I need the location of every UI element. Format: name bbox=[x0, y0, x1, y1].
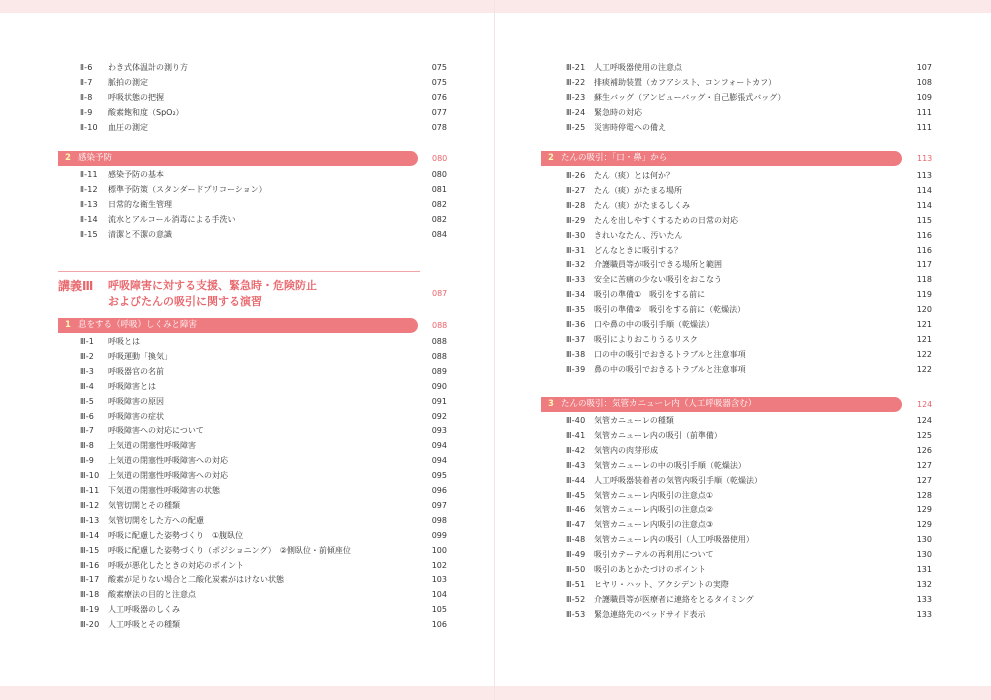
entry-code: Ⅲ-33 bbox=[566, 275, 586, 285]
entry-code: Ⅲ-37 bbox=[566, 334, 586, 344]
toc-entry[interactable] bbox=[80, 183, 447, 197]
entry-page: 084 bbox=[431, 230, 447, 239]
toc-entry[interactable] bbox=[80, 603, 447, 617]
entry-title: 人工呼吸器使用の注意点 bbox=[594, 63, 682, 72]
toc-entry[interactable] bbox=[566, 474, 932, 488]
entry-code: Ⅲ-8 bbox=[80, 441, 95, 451]
entry-code: Ⅲ-32 bbox=[566, 260, 586, 270]
toc-entry[interactable] bbox=[80, 454, 447, 468]
entry-title: 酸素が足りない場合と二酸化炭素がはけない状態 bbox=[108, 575, 284, 585]
toc-entry[interactable] bbox=[566, 414, 932, 428]
entry-title: 安全に苦痛の少ない吸引をおこなう bbox=[594, 275, 722, 285]
toc-entry[interactable] bbox=[80, 469, 447, 483]
entry-title: 呼吸とは bbox=[108, 337, 140, 346]
toc-entry[interactable] bbox=[566, 288, 932, 302]
toc-entry[interactable] bbox=[566, 348, 932, 362]
toc-entry[interactable] bbox=[80, 365, 447, 379]
entry-page: 075 bbox=[431, 63, 447, 72]
section-title: 感染予防 bbox=[78, 153, 113, 163]
entry-title: 吸引の準備① 吸引をする前に bbox=[594, 290, 706, 300]
lecture-title-line1: 呼吸障害に対する支援、緊急時・危険防止 bbox=[108, 279, 317, 292]
entry-title: 吸引のあとかたづけのポイント bbox=[594, 565, 706, 574]
bottom-band bbox=[0, 686, 991, 700]
entry-code: Ⅲ-30 bbox=[566, 230, 586, 240]
entry-title: きれいなたん、汚いたん bbox=[594, 230, 683, 240]
entry-code: Ⅲ-15 bbox=[80, 545, 100, 555]
toc-entry[interactable] bbox=[80, 424, 447, 438]
entry-code: Ⅲ-39 bbox=[566, 364, 586, 374]
entry-title: たん（痰）とは何か？ bbox=[594, 171, 674, 180]
toc-entry[interactable] bbox=[80, 76, 447, 90]
entry-code: Ⅱ-10 bbox=[80, 123, 98, 132]
toc-entry[interactable] bbox=[80, 559, 447, 573]
toc-entry[interactable] bbox=[80, 573, 447, 587]
entry-title: 気管切開をした方への配慮 bbox=[108, 515, 204, 525]
entry-page: 121 bbox=[916, 320, 932, 329]
section-title: 息をする（呼吸）しくみと障害 bbox=[78, 320, 198, 330]
entry-page: 122 bbox=[916, 364, 932, 374]
entry-title: 緊急連絡先のベッドサイド表示 bbox=[594, 609, 706, 619]
toc-entry[interactable] bbox=[566, 121, 932, 135]
toc-entry[interactable] bbox=[80, 618, 447, 632]
entry-page: 103 bbox=[431, 575, 447, 585]
entry-title: 蘇生バッグ（アンビューバッグ・自己膨張式バッグ） bbox=[594, 93, 786, 102]
section-title: たんの吸引：気管カニューレ内（人工呼吸器含む） bbox=[561, 399, 757, 409]
entry-page: 095 bbox=[431, 471, 447, 481]
entry-code: Ⅲ-4 bbox=[80, 381, 95, 391]
entry-title: 呼吸障害とは bbox=[108, 381, 156, 391]
entry-title: 酸素療法の目的と注意点 bbox=[108, 590, 196, 600]
entry-page: 092 bbox=[431, 411, 447, 421]
entry-title: 呼吸障害への対応について bbox=[108, 426, 204, 436]
entry-title: ヒヤリ・ハット、アクシデントの実際 bbox=[594, 579, 729, 589]
toc-entry[interactable] bbox=[80, 410, 447, 424]
entry-code: Ⅲ-45 bbox=[566, 490, 586, 500]
entry-code: Ⅲ-16 bbox=[80, 560, 100, 570]
toc-entry[interactable] bbox=[566, 184, 932, 198]
entry-page: 082 bbox=[431, 200, 447, 209]
entry-title: 口の中の吸引でおきるトラブルと注意事項 bbox=[594, 349, 746, 359]
entry-title: 気管カニューレ内の吸引（前準備） bbox=[594, 430, 722, 440]
entry-title: 気管カニューレ内の吸引（人工呼吸器使用） bbox=[594, 535, 754, 545]
toc-entry[interactable] bbox=[566, 548, 932, 562]
entry-page: 094 bbox=[431, 456, 447, 466]
toc-entry[interactable] bbox=[566, 429, 932, 443]
entry-page: 133 bbox=[916, 594, 932, 604]
entry-code: Ⅲ-22 bbox=[566, 78, 586, 87]
entry-title: たんを出しやすくするための日常の対応 bbox=[594, 215, 738, 225]
entry-code: Ⅱ-12 bbox=[80, 185, 98, 194]
entry-page: 119 bbox=[916, 290, 932, 300]
entry-page: 130 bbox=[916, 550, 932, 560]
entry-code: Ⅱ-9 bbox=[80, 108, 93, 117]
entry-code: Ⅲ-19 bbox=[80, 605, 100, 615]
entry-page: 091 bbox=[431, 396, 447, 406]
entry-code: Ⅲ-50 bbox=[566, 565, 586, 574]
entry-code: Ⅲ-13 bbox=[80, 515, 100, 525]
toc-entry[interactable] bbox=[80, 588, 447, 602]
toc-entry[interactable] bbox=[566, 489, 932, 503]
entry-title: 呼吸が悪化したときの対応のポイント bbox=[108, 560, 244, 570]
entry-title: 口や鼻の中の吸引手順（乾燥法） bbox=[594, 320, 714, 329]
entry-page: 078 bbox=[431, 123, 447, 132]
section-number: 2 bbox=[65, 153, 71, 163]
entry-page: 080 bbox=[431, 170, 447, 179]
section-page: 124 bbox=[917, 400, 933, 409]
entry-code: Ⅱ-13 bbox=[80, 200, 98, 209]
entry-page: 105 bbox=[431, 605, 447, 615]
entry-code: Ⅲ-49 bbox=[566, 550, 586, 560]
lecture-label: 講義Ⅲ bbox=[58, 279, 94, 293]
toc-entry[interactable] bbox=[566, 578, 932, 592]
entry-page: 088 bbox=[431, 351, 447, 361]
entry-title: 呼吸状態の把握 bbox=[108, 93, 164, 102]
entry-page: 125 bbox=[916, 430, 932, 440]
entry-code: Ⅲ-9 bbox=[80, 456, 95, 466]
toc-entry[interactable] bbox=[566, 459, 932, 473]
toc-entry[interactable] bbox=[80, 439, 447, 453]
entry-title: 人工呼吸器のしくみ bbox=[108, 605, 180, 615]
entry-page: 133 bbox=[916, 609, 932, 619]
section-bar-breathing[interactable] bbox=[58, 318, 418, 333]
entry-code: Ⅲ-46 bbox=[566, 505, 586, 515]
toc-entry[interactable] bbox=[80, 91, 447, 105]
entry-title: 鼻の中の吸引でおきるトラブルと注意事項 bbox=[594, 364, 746, 374]
entry-code: Ⅲ-21 bbox=[566, 63, 586, 72]
entry-title: 気管カニューレの中の吸引手順（乾燥法） bbox=[594, 460, 746, 470]
entry-page: 107 bbox=[916, 63, 932, 72]
entry-title: 吸引の準備② 吸引をする前に（乾燥法） bbox=[594, 305, 746, 315]
entry-title: 気管カニューレ内吸引の注意点② bbox=[594, 505, 714, 515]
entry-page: 094 bbox=[431, 441, 447, 451]
entry-code: Ⅱ-14 bbox=[80, 215, 98, 224]
toc-entry[interactable] bbox=[566, 91, 932, 105]
entry-code: Ⅲ-11 bbox=[80, 486, 100, 495]
entry-page: 126 bbox=[916, 445, 932, 455]
entry-page: 106 bbox=[431, 620, 447, 630]
entry-title: 気管内の肉芽形成 bbox=[594, 445, 658, 455]
toc-entry[interactable] bbox=[566, 533, 932, 547]
toc-entry[interactable] bbox=[80, 544, 447, 558]
entry-code: Ⅲ-24 bbox=[566, 108, 586, 117]
toc-entry[interactable] bbox=[566, 229, 932, 243]
entry-page: 115 bbox=[916, 215, 932, 225]
entry-page: 128 bbox=[916, 490, 932, 500]
section-number: 3 bbox=[548, 399, 554, 409]
entry-page: 108 bbox=[916, 78, 932, 87]
toc-entry[interactable] bbox=[566, 363, 932, 377]
entry-code: Ⅲ-41 bbox=[566, 430, 586, 440]
entry-page: 089 bbox=[431, 366, 447, 376]
toc-entry[interactable] bbox=[566, 444, 932, 458]
entry-code: Ⅲ-43 bbox=[566, 460, 586, 470]
toc-entry[interactable] bbox=[80, 198, 447, 212]
entry-code: Ⅲ-38 bbox=[566, 349, 586, 359]
entry-code: Ⅲ-5 bbox=[80, 396, 95, 406]
entry-title: 清潔と不潔の意識 bbox=[108, 230, 172, 239]
entry-title: 気管カニューレ内吸引の注意点③ bbox=[594, 520, 714, 530]
entry-page: 081 bbox=[431, 185, 447, 194]
entry-title: 酸素飽和度（SpO₂） bbox=[108, 108, 184, 117]
entry-title: どんなときに吸引する？ bbox=[594, 245, 682, 255]
entry-code: Ⅲ-17 bbox=[80, 575, 100, 585]
entry-title: 呼吸障害の症状 bbox=[108, 411, 164, 421]
toc-entry[interactable] bbox=[80, 106, 447, 120]
entry-page: 093 bbox=[431, 426, 447, 436]
entry-page: 120 bbox=[916, 305, 932, 315]
entry-title: 日常的な衛生管理 bbox=[108, 200, 172, 209]
toc-entry[interactable] bbox=[566, 503, 932, 517]
entry-code: Ⅲ-6 bbox=[80, 411, 95, 421]
entry-page: 104 bbox=[431, 590, 447, 600]
entry-page: 076 bbox=[431, 93, 447, 102]
toc-entry[interactable] bbox=[80, 213, 447, 227]
entry-code: Ⅲ-53 bbox=[566, 609, 586, 619]
entry-code: Ⅲ-3 bbox=[80, 366, 95, 376]
entry-page: 111 bbox=[916, 123, 932, 132]
entry-code: Ⅲ-14 bbox=[80, 530, 100, 540]
toc-entry[interactable] bbox=[566, 518, 932, 532]
entry-code: Ⅲ-23 bbox=[566, 93, 586, 102]
entry-code: Ⅲ-26 bbox=[566, 171, 586, 180]
entry-title: 排痰補助装置（カフアシスト、コンフォートカフ） bbox=[594, 78, 777, 87]
entry-title: 感染予防の基本 bbox=[108, 170, 164, 179]
entry-title: 気管切開とその種類 bbox=[108, 500, 180, 510]
section-bar-suction-mouth-nose[interactable] bbox=[541, 151, 902, 166]
toc-entry[interactable] bbox=[566, 61, 932, 75]
entry-code: Ⅱ-11 bbox=[80, 170, 98, 179]
entry-code: Ⅱ-15 bbox=[80, 230, 98, 239]
entry-title: たん（痰）がたまるしくみ bbox=[594, 200, 690, 210]
entry-title: 人工呼吸とその種類 bbox=[108, 620, 180, 630]
entry-title: 気管カニューレ内吸引の注意点① bbox=[594, 490, 714, 500]
lecture-page: 087 bbox=[432, 289, 448, 298]
entry-page: 075 bbox=[431, 78, 447, 87]
entry-title: わき式体温計の測り方 bbox=[108, 63, 188, 72]
section-bar-infection[interactable] bbox=[58, 151, 418, 166]
entry-page: 132 bbox=[916, 579, 932, 589]
entry-title: 呼吸器官の名前 bbox=[108, 366, 164, 376]
entry-code: Ⅲ-28 bbox=[566, 200, 586, 210]
entry-code: Ⅲ-20 bbox=[80, 620, 100, 630]
entry-code: Ⅲ-42 bbox=[566, 445, 586, 455]
entry-title: 呼吸に配慮した姿勢づくり ①腹臥位 bbox=[108, 530, 244, 540]
toc-entry[interactable] bbox=[80, 168, 447, 182]
lecture-title-line2: およびたんの吸引に関する演習 bbox=[108, 295, 262, 308]
toc-entry[interactable] bbox=[566, 199, 932, 213]
entry-code: Ⅲ-36 bbox=[566, 320, 586, 329]
toc-entry[interactable] bbox=[80, 380, 447, 394]
toc-entry[interactable] bbox=[566, 333, 932, 347]
toc-entry[interactable] bbox=[566, 214, 932, 228]
entry-title: 血圧の測定 bbox=[108, 123, 148, 132]
toc-entry[interactable] bbox=[80, 335, 447, 349]
entry-title: 介護職員等が吸引できる場所と範囲 bbox=[594, 260, 722, 270]
entry-title: 緊急時の対応 bbox=[594, 108, 642, 117]
entry-page: 121 bbox=[916, 334, 932, 344]
toc-entry[interactable] bbox=[566, 608, 932, 622]
entry-code: Ⅲ-51 bbox=[566, 579, 586, 589]
entry-code: Ⅱ-6 bbox=[80, 63, 93, 72]
lecture-title[interactable] bbox=[108, 278, 317, 310]
entry-code: Ⅲ-31 bbox=[566, 245, 586, 255]
entry-page: 118 bbox=[916, 275, 932, 285]
entry-code: Ⅲ-25 bbox=[566, 123, 586, 132]
entry-title: 流水とアルコール消毒による手洗い bbox=[108, 215, 236, 224]
section-bar-suction-tracheal[interactable] bbox=[541, 397, 902, 412]
entry-page: 114 bbox=[916, 185, 932, 195]
entry-code: Ⅲ-10 bbox=[80, 471, 100, 481]
toc-entry[interactable] bbox=[566, 593, 932, 607]
entry-code: Ⅲ-34 bbox=[566, 290, 586, 300]
entry-title: 呼吸運動「換気」 bbox=[108, 351, 172, 361]
entry-title: たん（痰）がたまる場所 bbox=[594, 185, 682, 195]
entry-title: 呼吸に配慮した姿勢づくり（ポジショニング） ②側臥位・前傾座位 bbox=[108, 545, 351, 555]
entry-code: Ⅲ-12 bbox=[80, 500, 100, 510]
entry-page: 129 bbox=[916, 505, 932, 515]
entry-page: 097 bbox=[431, 500, 447, 510]
entry-code: Ⅲ-18 bbox=[80, 590, 100, 600]
toc-entry[interactable] bbox=[566, 258, 932, 272]
entry-page: 129 bbox=[916, 520, 932, 530]
entry-page: 130 bbox=[916, 535, 932, 545]
entry-title: 介護職員等が医療者に連絡をとるタイミング bbox=[594, 594, 754, 604]
entry-title: 上気道の閉塞性呼吸障害への対応 bbox=[108, 471, 228, 481]
toc-entry[interactable] bbox=[80, 228, 447, 242]
entry-page: 111 bbox=[916, 108, 932, 117]
entry-page: 109 bbox=[916, 93, 932, 102]
entry-code: Ⅲ-2 bbox=[80, 351, 95, 361]
section-page: 080 bbox=[432, 154, 448, 163]
section-title: たんの吸引：「口・鼻」から bbox=[561, 153, 668, 163]
entry-page: 122 bbox=[916, 349, 932, 359]
entry-code: Ⅲ-48 bbox=[566, 535, 586, 545]
lecture-divider bbox=[58, 271, 420, 272]
entry-code: Ⅲ-35 bbox=[566, 305, 586, 315]
entry-code: Ⅲ-7 bbox=[80, 426, 95, 436]
section-page: 113 bbox=[917, 154, 933, 163]
entry-page: 098 bbox=[431, 515, 447, 525]
entry-title: 吸引によりおこりうるリスク bbox=[594, 334, 698, 344]
entry-title: 呼吸障害の原因 bbox=[108, 396, 164, 406]
entry-page: 100 bbox=[431, 545, 447, 555]
toc-entry[interactable] bbox=[566, 273, 932, 287]
entry-title: 吸引カテーテルの再利用について bbox=[594, 550, 714, 560]
page-gutter bbox=[494, 0, 495, 700]
entry-page: 082 bbox=[431, 215, 447, 224]
entry-code: Ⅲ-44 bbox=[566, 475, 586, 485]
entry-code: Ⅲ-1 bbox=[80, 337, 95, 346]
entry-title: 下気道の閉塞性呼吸障害の状態 bbox=[108, 486, 220, 495]
toc-entry[interactable] bbox=[80, 121, 447, 135]
toc-entry[interactable] bbox=[566, 76, 932, 90]
toc-entry[interactable] bbox=[566, 244, 932, 258]
top-band bbox=[0, 0, 991, 13]
entry-title: 上気道の閉塞性呼吸障害 bbox=[108, 441, 196, 451]
toc-entry[interactable] bbox=[80, 499, 447, 513]
toc-entry[interactable] bbox=[80, 61, 447, 75]
toc-entry[interactable] bbox=[80, 395, 447, 409]
toc-entry[interactable] bbox=[80, 529, 447, 543]
entry-page: 102 bbox=[431, 560, 447, 570]
toc-entry[interactable] bbox=[566, 169, 932, 183]
toc-entry[interactable] bbox=[80, 484, 447, 498]
entry-title: 人工呼吸器装着者の気管内吸引手順（乾燥法） bbox=[594, 475, 762, 485]
toc-entry[interactable] bbox=[566, 106, 932, 120]
entry-title: 標準予防策（スタンダードプリコーション） bbox=[108, 185, 267, 194]
entry-page: 096 bbox=[431, 486, 447, 495]
entry-page: 116 bbox=[916, 230, 932, 240]
entry-code: Ⅲ-47 bbox=[566, 520, 586, 530]
entry-title: 脈拍の測定 bbox=[108, 78, 148, 87]
entry-page: 114 bbox=[916, 200, 932, 210]
entry-page: 088 bbox=[431, 337, 447, 346]
entry-page: 113 bbox=[916, 171, 932, 180]
entry-page: 099 bbox=[431, 530, 447, 540]
entry-code: Ⅲ-52 bbox=[566, 594, 586, 604]
entry-code: Ⅲ-27 bbox=[566, 185, 586, 195]
entry-page: 127 bbox=[916, 475, 932, 485]
entry-title: 上気道の閉塞性呼吸障害への対応 bbox=[108, 456, 228, 466]
entry-code: Ⅲ-40 bbox=[566, 416, 586, 425]
toc-entry[interactable] bbox=[566, 563, 932, 577]
entry-page: 090 bbox=[431, 381, 447, 391]
toc-entry[interactable] bbox=[566, 303, 932, 317]
entry-page: 117 bbox=[916, 260, 932, 270]
entry-code: Ⅱ-7 bbox=[80, 78, 93, 87]
toc-entry[interactable] bbox=[80, 350, 447, 364]
section-page: 088 bbox=[432, 321, 448, 330]
entry-title: 災害時停電への備え bbox=[594, 123, 666, 132]
entry-title: 気管カニューレの種類 bbox=[594, 416, 674, 425]
entry-page: 131 bbox=[916, 565, 932, 574]
entry-page: 124 bbox=[916, 416, 932, 425]
section-number: 2 bbox=[548, 153, 554, 163]
entry-code: Ⅱ-8 bbox=[80, 93, 93, 102]
toc-entry[interactable] bbox=[80, 514, 447, 528]
section-number: 1 bbox=[65, 320, 71, 330]
entry-code: Ⅲ-29 bbox=[566, 215, 586, 225]
entry-page: 077 bbox=[431, 108, 447, 117]
entry-page: 116 bbox=[916, 245, 932, 255]
entry-page: 127 bbox=[916, 460, 932, 470]
toc-entry[interactable] bbox=[566, 318, 932, 332]
